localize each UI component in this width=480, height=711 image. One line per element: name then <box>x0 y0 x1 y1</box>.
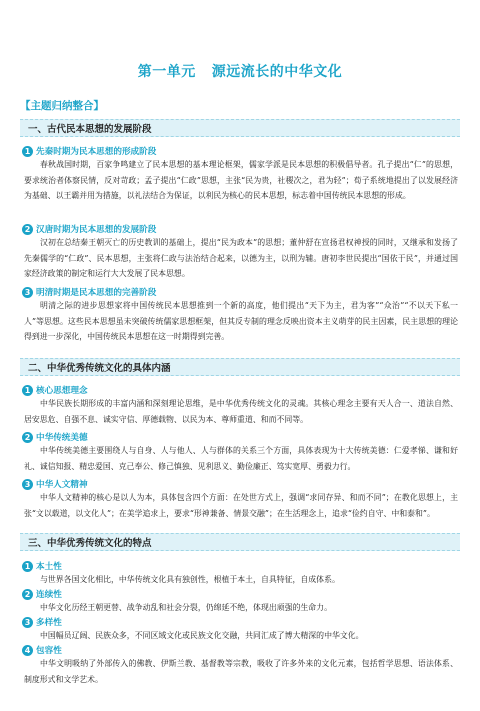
paragraph: 中华民族长期形成的丰富内涵和深刻理论思维，是中华优秀传统文化的灵魂。其核心理念主要有天人合一、道法自然、居安思危、自强不息、诚实守信、厚德载物、以民为本、尊师重道、和而不同等。 <box>24 399 458 424</box>
number-badge: 1 <box>22 146 33 157</box>
subheading <box>22 644 62 656</box>
unit-title <box>0 61 480 81</box>
section-heading-bar <box>20 533 460 551</box>
paragraph: 中国幅员辽阔、民族众多，不同区域文化或民族文化交融，共同汇成了博大精深的中华文化。 <box>40 631 364 640</box>
number-badge: 3 <box>22 479 33 490</box>
subheading-label: 连续性 <box>36 590 62 600</box>
paragraph: 春秋战国时期，百家争鸣建立了民本思想的基本理论框架，儒家学派是民本思想的积极倡导者。孔子提出“仁”的思想，要求统治者体察民情，反对苛政；孟子提出“仁政”思想，主张“民为贵，社稷次之，君为轻”；荀子系统地提出了以发展经济为基础、以王霸并用为措施，以礼法结合为保证，以利民为核心的民本思想，标志着中国传统民本思想的形成。 <box>24 160 458 201</box>
section-heading: 一、古代民本思想的发展阶段 <box>28 124 152 135</box>
number-badge: 3 <box>22 287 33 298</box>
section-heading-bar <box>20 119 460 137</box>
unit-number: 第一单元 <box>137 64 196 80</box>
subheading <box>22 431 88 443</box>
subheading <box>22 560 62 572</box>
subheading-label: 多样性 <box>36 618 62 628</box>
subheading-label: 中华人文精神 <box>36 480 88 490</box>
subheading <box>22 616 62 628</box>
number-badge: 1 <box>22 385 33 396</box>
subheading-label: 明清时期是民本思想的完善阶段 <box>36 288 157 298</box>
paragraph: 汉初在总结秦王朝灭亡的历史教训的基础上，提出“民为政本”的思想；董仲舒在宣扬君权神授的同时，又继承和发扬了先秦儒学的“仁政”、民本思想，主张将仁政与法治结合起来，以德为主，以刑为辅。唐初李世民提出“国依于民”，并通过国家经济政策的制定和运行大大发展了民本思想。 <box>24 238 458 279</box>
number-badge: 1 <box>22 561 33 572</box>
subheading-label: 中华传统美德 <box>36 433 88 443</box>
subheading <box>22 145 156 157</box>
subheading <box>22 478 88 490</box>
subheading-label: 包容性 <box>36 646 62 656</box>
number-badge: 4 <box>22 645 33 656</box>
number-badge: 2 <box>22 589 33 600</box>
paragraph: 中华人文精神的核心是以人为本，具体包含四个方面：在处世方式上，强调“求同存异、和而不同”；在教化思想上，主张“文以载道，以文化人”；在美学追求上，要求“形神兼备、情景交融”；在生活理念上，追求“俭约自守、中和泰和”。 <box>24 493 458 518</box>
section-tag: 【主题归纳整合】 <box>20 100 104 112</box>
subheading-label: 本土性 <box>36 562 62 572</box>
subheading <box>22 588 62 600</box>
paragraph: 中华文化历经王朝更替、战争动乱和社会分裂，仍绵延不绝，体现出顽强的生命力。 <box>40 603 332 612</box>
subheading-label: 汉唐时期为民本思想的发展阶段 <box>36 225 157 235</box>
paragraph: 明清之际的进步思想家将中国传统民本思想推到一个新的高度，他们提出“天下为主，君为客”“众治”“不以天下私一人”等思想。这些民本思想虽未突破传统儒家思想框架，但其反专制的理念反映出资本主义萌芽的民主因素，民主思想的理论得到进一步深化，中国传统民本思想在这一时期得到完善。 <box>24 301 458 342</box>
paragraph: 与世界各国文化相比，中华传统文化具有独创性，根植于本土，自具特征，自成体系。 <box>40 575 340 584</box>
number-badge: 2 <box>22 224 33 235</box>
paragraph: 中华文明吸纳了外部传入的佛教、伊斯兰教、基督教等宗教，吸收了许多外来的文化元素，包括哲学思想、语法体系、制度形式和文学艺术。 <box>24 659 458 684</box>
subheading-label: 先秦时期为民本思想的形成阶段 <box>36 147 157 157</box>
section-heading: 三、中华优秀传统文化的特点 <box>28 538 152 549</box>
subheading <box>22 223 156 235</box>
subheading <box>22 384 88 396</box>
paragraph: 中华传统美德主要围绕人与自身、人与他人、人与群体的关系三个方面，具体表现为十大传统美德：仁爱孝悌、谦和好礼、诚信知报、精忠爱国、克己奉公、修己慎独、见利思义、勤俭廉正、笃实宽厚、勇毅力行。 <box>24 446 458 471</box>
number-badge: 3 <box>22 617 33 628</box>
subheading-label: 核心思想理念 <box>36 386 88 396</box>
subheading <box>22 286 156 298</box>
section-heading-bar <box>20 358 460 376</box>
section-heading: 二、中华优秀传统文化的具体内涵 <box>28 363 171 374</box>
unit-name: 源远流长的中华文化 <box>211 64 343 80</box>
number-badge: 2 <box>22 432 33 443</box>
